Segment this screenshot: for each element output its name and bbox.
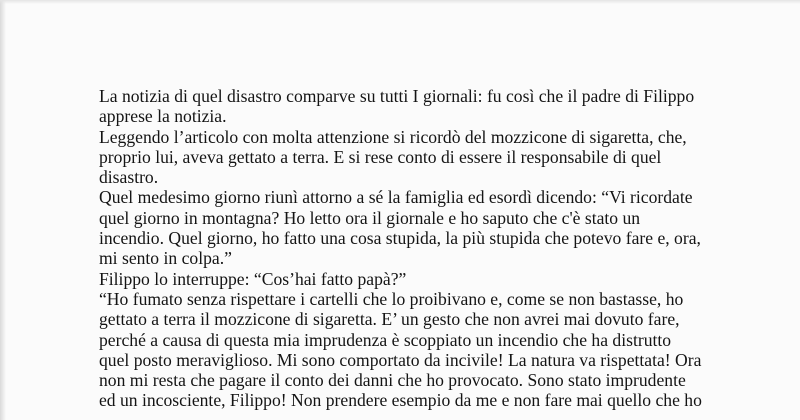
text-line: incendio. Quel giorno, ho fatto una cosa stupida, la più stupida che potevo fare e, ora, bbox=[99, 228, 701, 249]
text-line: mi sento in colpa.” bbox=[99, 248, 232, 269]
text-line: gettato a terra il mozzicone di sigaretta. E’ un gesto che non avrei mai dovuto fare, bbox=[99, 309, 680, 330]
text-line: Leggendo l’articolo con molta attenzione si ricordò del mozzicone di sigaretta, che, bbox=[99, 126, 687, 147]
text-line: quel posto meraviglioso. Mi sono comportato da incivile! La natura va rispettata! Ora bbox=[99, 349, 702, 370]
text-line: Quel medesimo giorno riunì attorno a sé la famiglia ed esordì dicendo: “Vi ricordate bbox=[99, 187, 693, 208]
scan-shadow-top bbox=[0, 0, 800, 4]
text-line: quel giorno in montagna? Ho letto ora il giornale e ho saputo che c'è stato un bbox=[99, 207, 641, 228]
text-line: disastro. bbox=[99, 167, 159, 188]
text-line: apprese la notizia. bbox=[99, 106, 227, 127]
text-line: “Ho fumato senza rispettare i cartelli che lo proibivano e, come se non bastasse, ho bbox=[99, 288, 684, 309]
text-line: Filippo lo interruppe: “Cos’hai fatto papà?” bbox=[99, 268, 407, 289]
document-text bbox=[99, 86, 739, 411]
text-line: ed un incosciente, Filippo! Non prendere esempio da me e non fare mai quello che ho bbox=[99, 390, 702, 411]
text-line: proprio lui, aveva gettato a terra. E si rese conto di essere il responsabile di quel bbox=[99, 146, 662, 167]
text-line: perché a causa di questa mia imprudenza è scoppiato un incendio che ha distrutto bbox=[99, 329, 672, 350]
text-line: non mi resta che pagare il conto dei danni che ho provocato. Sono stato imprudente bbox=[99, 370, 686, 391]
scan-shadow-left bbox=[0, 0, 6, 420]
text-line: La notizia di quel disastro comparve su tutti I giornali: fu così che il padre di Filippo bbox=[99, 86, 695, 106]
